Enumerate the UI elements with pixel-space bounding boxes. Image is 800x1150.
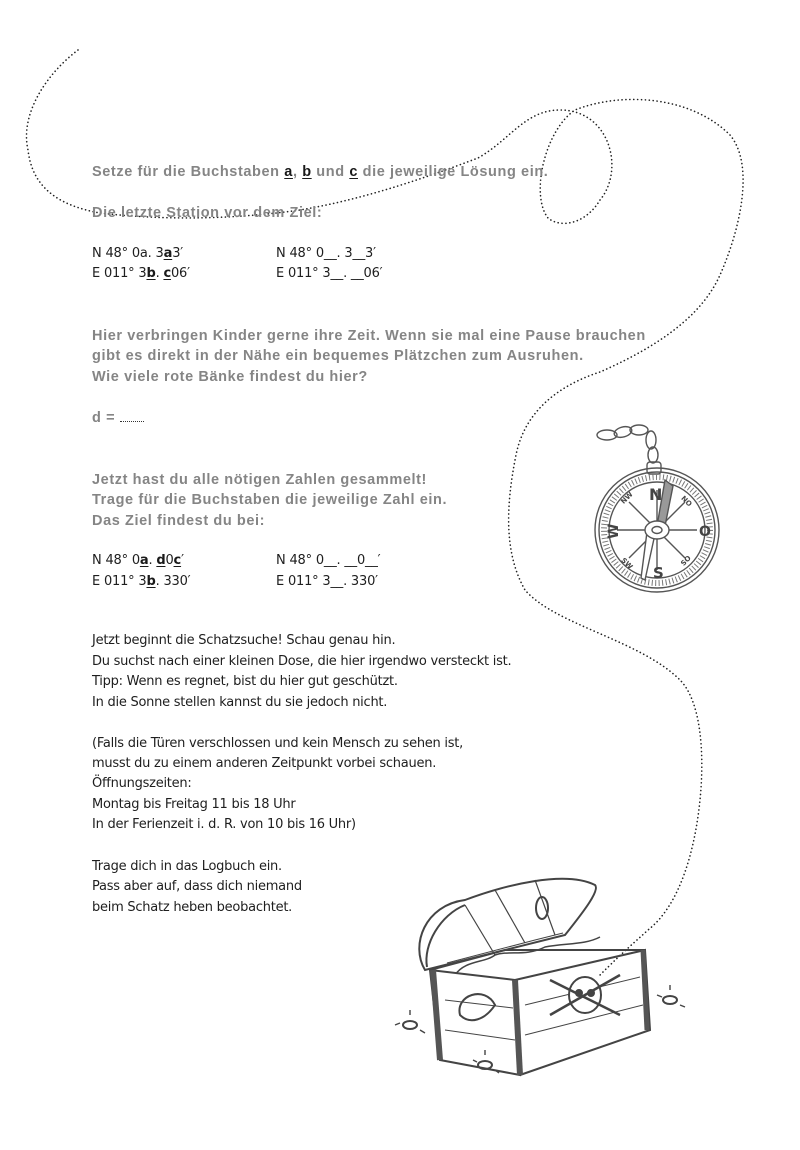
question-line-2: gibt es direkt in der Nähe ein bequemes Plätzchen zum Ausruhen. xyxy=(92,348,584,364)
var-a: a xyxy=(139,553,149,568)
compass-icon xyxy=(585,420,735,600)
hours-line-1: (Falls die Türen verschlossen und kein Mensch zu sehen ist, xyxy=(92,736,464,751)
coord-text: 06′ xyxy=(170,266,190,281)
coord-n-answer-field[interactable]: N 48° 0__. 3__3′ xyxy=(276,246,376,261)
hours-line-5: In der Ferienzeit i. d. R. von 10 bis 16 Uhr) xyxy=(92,817,356,832)
svg-text:NO: NO xyxy=(679,494,694,509)
var-a: a xyxy=(163,246,173,261)
coord-e-answer-field[interactable]: E 011° 3__. __06′ xyxy=(276,266,383,281)
coord-text: N 48° 0a. 3 xyxy=(92,246,164,261)
svg-text:N: N xyxy=(649,485,663,504)
svg-text:S: S xyxy=(653,564,664,582)
var-c: c xyxy=(349,164,358,180)
collected-line-2: Trage für die Buchstaben die jeweilige Zahl ein. xyxy=(92,492,448,508)
svg-text:W: W xyxy=(606,523,622,539)
svg-text:SO: SO xyxy=(679,554,693,568)
question-line-1: Hier verbringen Kinder gerne ihre Zeit. Wenn sie mal eine Pause brauchen xyxy=(92,328,646,344)
instruction-text: und xyxy=(311,164,350,180)
var-a: a xyxy=(284,164,293,180)
coord-text: . xyxy=(148,553,157,568)
logbook-line-3: beim Schatz heben beobachtet. xyxy=(92,900,293,915)
svg-text:O: O xyxy=(699,524,711,540)
var-d: d xyxy=(156,553,166,568)
var-c: c xyxy=(163,266,171,281)
instruction-text: die jeweilige Lösung ein. xyxy=(357,164,549,180)
answer-d xyxy=(92,408,144,429)
hours-line-2: musst du zu einem anderen Zeitpunkt vorbei schauen. xyxy=(92,756,437,771)
final-coord-n-answer-field[interactable]: N 48° 0__. __0__′ xyxy=(276,553,381,568)
hours-line-3: Öffnungszeiten: xyxy=(92,776,192,791)
answer-d-blank[interactable] xyxy=(120,409,144,422)
logbook-line-1: Trage dich in das Logbuch ein. xyxy=(92,859,282,874)
logbook-line-2: Pass aber auf, dass dich niemand xyxy=(92,879,302,894)
hunt-line-1: Jetzt beginnt die Schatzsuche! Schau genau hin. xyxy=(92,633,396,648)
collected-line-3: Das Ziel findest du bei: xyxy=(92,513,266,529)
hours-line-4: Montag bis Freitag 11 bis 18 Uhr xyxy=(92,797,296,812)
answer-d-label: d = xyxy=(92,410,120,426)
final-coord-e-answer-field[interactable]: E 011° 3__. 330′ xyxy=(276,574,378,589)
coord-text: . xyxy=(155,266,164,281)
coord-text: 3′ xyxy=(172,246,184,261)
collected-line-1: Jetzt hast du alle nötigen Zahlen gesammelt! xyxy=(92,472,427,488)
instruction-heading xyxy=(92,162,548,183)
hunt-line-3: Tipp: Wenn es regnet, bist du hier gut geschützt. xyxy=(92,674,398,689)
treasure-chest-icon xyxy=(385,865,695,1090)
last-station-heading: Die letzte Station vor dem Ziel: xyxy=(92,205,323,221)
final-coord-n-template xyxy=(92,551,184,572)
coord-text: 0 xyxy=(165,553,174,568)
question-line-3: Wie viele rote Bänke findest du hier? xyxy=(92,369,368,385)
hunt-line-2: Du suchst nach einer kleinen Dose, die hier irgendwo versteckt ist. xyxy=(92,654,512,669)
coord-text: ′ xyxy=(181,553,184,568)
instruction-text: , xyxy=(292,164,303,180)
final-coord-e-template xyxy=(92,572,190,593)
coord-text: . 330′ xyxy=(155,574,191,589)
coord-text: E 011° 3 xyxy=(92,266,147,281)
var-b: b xyxy=(146,574,156,589)
svg-text:NW: NW xyxy=(619,490,635,506)
hunt-line-4: In die Sonne stellen kannst du sie jedoch nicht. xyxy=(92,695,388,710)
coord-e-template xyxy=(92,264,190,285)
var-c: c xyxy=(173,553,182,568)
instruction-text: Setze für die Buchstaben xyxy=(92,164,285,180)
coord-n-template xyxy=(92,244,183,265)
svg-text:SW: SW xyxy=(619,556,635,572)
coord-text: E 011° 3 xyxy=(92,574,147,589)
var-b: b xyxy=(146,266,156,281)
coord-text: N 48° 0 xyxy=(92,553,140,568)
var-b: b xyxy=(302,164,312,180)
